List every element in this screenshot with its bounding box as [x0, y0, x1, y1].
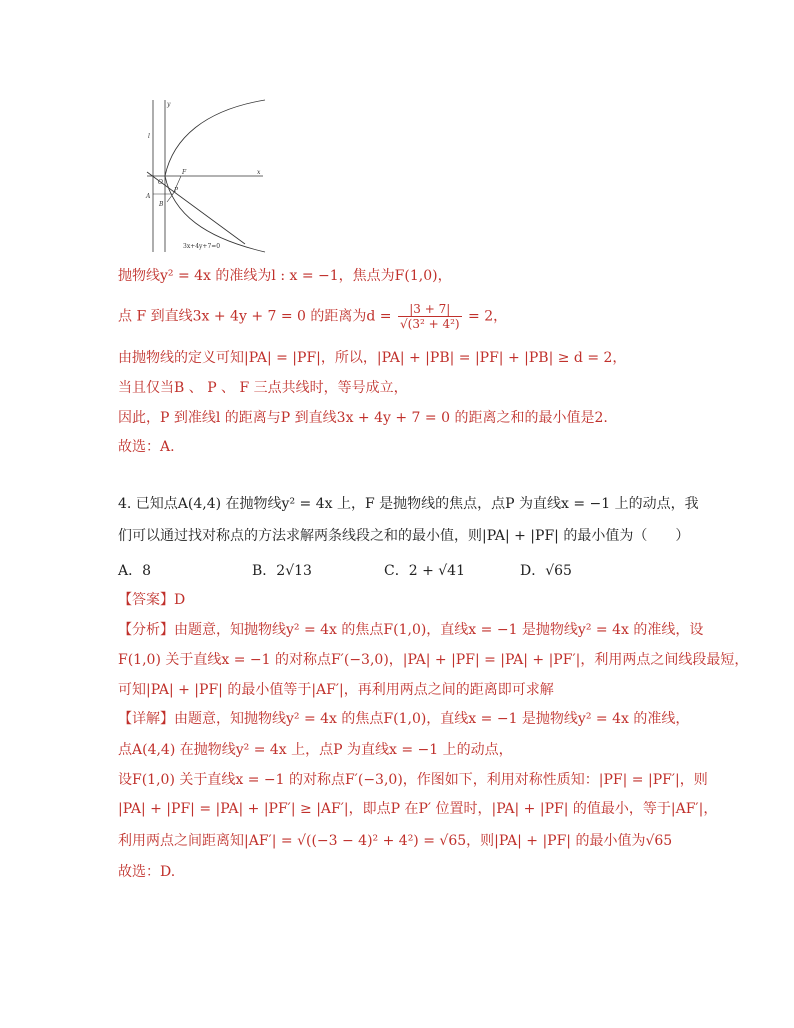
label-x: x	[257, 169, 261, 176]
label-o: O	[158, 179, 163, 186]
solution3-line5: 因此，P 到准线l 的距离与P 到直线3x + 4y + 7 = 0 的距离之和的最小值是2.	[118, 410, 608, 426]
label-a: A	[146, 193, 151, 200]
label-p: P	[174, 187, 179, 194]
segment-pb	[167, 194, 173, 202]
detail-tag: 【详解】	[118, 711, 174, 727]
label-b: B	[159, 201, 164, 208]
solution3-line3: 由抛物线的定义可知|PA| = |PF|，所以，|PA| + |PB| = |PF| + |PB| ≥ d = 2，	[118, 350, 627, 366]
detail-text1: 由题意，知抛物线y² = 4x 的焦点F(1,0)，直线x = −1 是抛物线y² = 4x 的准线，	[174, 711, 690, 727]
distance-fraction	[398, 302, 462, 331]
question4-stem2: 们可以通过找对称点的方法求解两条线段之和的最小值，则|PA| + |PF| 的最小值为（ ）	[118, 528, 690, 544]
detail-line5: 利用两点之间距离知|AF′| = √((−3 − 4)² + 4²) = √65，则|PA| + |PF| 的最小值为√65	[118, 833, 673, 849]
option-b: B．2√13	[252, 563, 312, 579]
answer-value: D	[174, 592, 186, 608]
analysis-line1	[118, 620, 703, 640]
solution3-line2-post: = 2，	[463, 308, 508, 325]
solution3-line2-pre: 点 F 到直线3x + 4y + 7 = 0 的距离为d =	[118, 308, 396, 325]
solution3-line1: 抛物线y² = 4x 的准线为l : x = −1，焦点为F(1,0)，	[118, 268, 452, 284]
fraction-numerator: |3 + 7|	[398, 302, 462, 317]
analysis-line3: 可知|PA| + |PF| 的最小值等于|AF′|，再利用两点之间的距离即可求解	[118, 682, 554, 698]
label-line-eq: 3x+4y+7=0	[183, 243, 221, 250]
answer-tag: 【答案】	[118, 592, 174, 608]
detail-line1	[118, 709, 689, 729]
detail-line4: |PA| + |PF| = |PA| + |PF′| ≥ |AF′|，即点P 在P′ 位置时，|PA| + |PF| 的值最小，等于|AF′|，	[118, 801, 718, 817]
option-c: C．2 + √41	[384, 563, 465, 579]
analysis-tag: 【分析】	[118, 622, 174, 638]
question4-stem1: 4. 已知点A(4,4) 在抛物线y² = 4x 上，F 是抛物线的焦点，点P 为直线x = −1 上的动点，我	[118, 496, 699, 512]
label-l: l	[148, 133, 150, 140]
analysis-text1: 由题意，知抛物线y² = 4x 的焦点F(1,0)，直线x = −1 是抛物线y² = 4x 的准线，设	[174, 622, 704, 638]
question4-options	[118, 561, 572, 581]
answer-line	[118, 590, 185, 610]
detail-line6: 故选：D.	[118, 864, 176, 880]
detail-line3: 设F(1,0) 关于直线x = −1 的对称点F′(−3,0)，作图如下，利用对称性质知：|PF| = |PF′|，则	[118, 772, 708, 788]
analysis-line2: F(1,0) 关于直线x = −1 的对称点F′(−3,0)，|PA| + |PF| = |PA| + |PF′|，利用两点之间线段最短，	[118, 652, 749, 668]
label-y: y	[167, 101, 171, 108]
detail-line2: 点A(4,4) 在抛物线y² = 4x 上，点P 为直线x = −1 上的动点，	[118, 742, 513, 758]
option-a: A．8	[118, 563, 152, 579]
fraction-denominator: √(3² + 4²)	[399, 317, 460, 331]
label-f: F	[182, 169, 187, 176]
parabola-diagram	[145, 98, 267, 254]
solution3-line4: 当且仅当B 、 P 、 F 三点共线时，等号成立，	[118, 380, 408, 396]
solution3-line2	[118, 302, 507, 331]
option-d: D．√65	[520, 563, 572, 579]
solution3-line6: 故选：A.	[118, 439, 175, 455]
